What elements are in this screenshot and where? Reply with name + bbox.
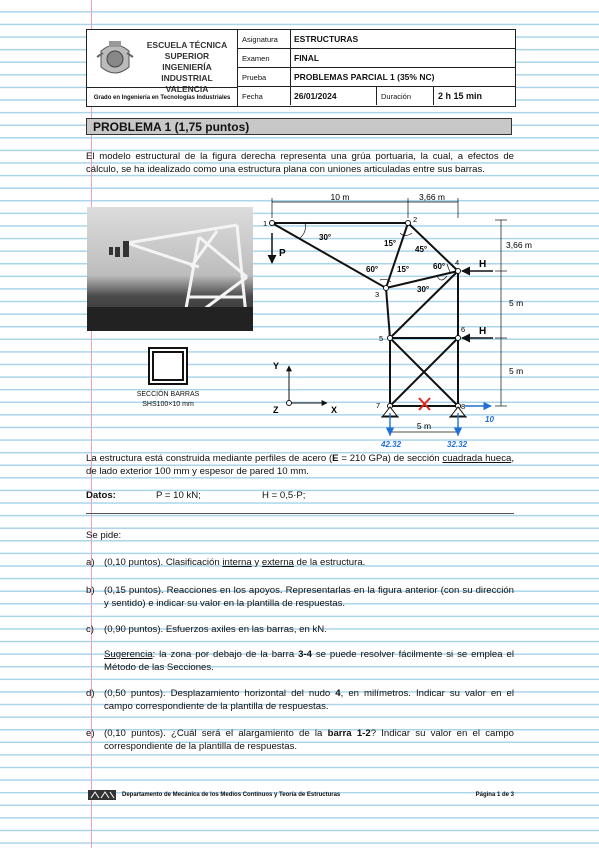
angle-45: 45°	[415, 245, 428, 254]
duracion-label: Duración	[376, 87, 434, 105]
suggestion-text-1: : la zona por debajo de la barra	[152, 649, 299, 660]
section-divider	[86, 513, 514, 514]
school-name-line3: INDUSTRIAL VALENCIA	[161, 73, 213, 94]
angle-60-b: 60°	[433, 262, 446, 271]
node-label-3: 3	[375, 290, 380, 299]
dim-5m-bottom: 5 m	[416, 421, 432, 431]
suggestion-label: Sugerencia	[104, 649, 153, 660]
hollow-square-section-icon	[148, 347, 188, 385]
examen-label: Examen	[238, 49, 291, 67]
node-label-5: 5	[379, 334, 384, 343]
section-caption	[128, 390, 208, 410]
axis-origin	[287, 401, 292, 406]
dim-10m: 10 m	[330, 192, 350, 202]
node-label-4: 4	[455, 258, 460, 267]
question-a-text-1: (0,10 puntos). Clasificación	[104, 557, 223, 568]
dim-366-right: 3,66 m	[506, 240, 532, 250]
row-fecha	[238, 87, 515, 105]
question-d-node: 4	[335, 688, 341, 699]
row-prueba	[238, 68, 515, 87]
question-a-externa: externa	[261, 557, 294, 568]
question-a-text-2: y	[251, 557, 262, 568]
handwritten-reaction-horizontal: 10	[485, 415, 494, 424]
fecha-label: Fecha	[238, 87, 291, 105]
angle-15-b: 15°	[397, 265, 410, 274]
question-d-letter: d)	[86, 688, 95, 699]
load-h-mid-label: H	[479, 326, 487, 337]
question-b: (0,15 puntos). Reacciones en los apoyos. Representarlas en la figura anterior (con su dirección y sentido) e indicar su valor en la plantilla de respuestas.	[104, 585, 514, 609]
material-e-symbol: E	[332, 453, 339, 464]
asignatura-value: ESTRUCTURAS	[294, 34, 359, 44]
handwritten-reaction-right: 32.32	[447, 440, 468, 449]
row-examen	[238, 49, 515, 68]
row-asignatura	[238, 30, 515, 49]
prueba-label: Prueba	[238, 68, 291, 86]
question-a-interna: interna	[222, 557, 252, 568]
school-name-line2: SUPERIOR INGENIERÍA	[162, 51, 212, 72]
question-c-suggestion	[104, 649, 514, 674]
handwritten-reaction-left: 42.32	[381, 440, 402, 449]
question-a-text-3: de la estructura.	[293, 557, 366, 568]
suggestion-text-2: se puede resolver fácilmente si se emplea el Método de las Secciones.	[104, 649, 514, 673]
page-number: Página 1 de 3	[475, 792, 514, 798]
material-text-1: La estructura está construida mediante perfiles de acero (	[86, 453, 333, 464]
load-p-label: P	[279, 248, 286, 259]
datos-p: P = 10 kN;	[156, 490, 201, 501]
problem-intro: El modelo estructural de la figura derecha representa una grúa portuaria, la cual, a efectos de cálculo, se ha idealizado como una estructura plana con uniones articuladas entre sus barras.	[86, 151, 514, 175]
question-e	[104, 728, 514, 753]
school-crest-icon	[95, 37, 135, 81]
degree-name: Grado en Ingeniería en Tecnologías Industriales	[87, 87, 238, 107]
angle-30-a: 30°	[319, 233, 332, 242]
material-text-2: = 210 GPa) de sección	[338, 453, 443, 464]
datos-h: H = 0,5·P;	[262, 490, 306, 501]
question-c-letter: c)	[86, 624, 94, 635]
question-e-letter: e)	[86, 728, 95, 739]
question-d-text-2: , en milímetros. Indicar su valor en el campo correspondiente de la plantilla de respuestas.	[104, 688, 515, 712]
question-d	[104, 688, 514, 713]
material-underlined: cuadrada hueca	[442, 453, 512, 464]
dim-5m-b: 5 m	[509, 366, 524, 376]
question-a-letter: a)	[86, 557, 95, 568]
axis-x-label: X	[331, 405, 338, 415]
node-label-6: 6	[461, 325, 466, 334]
question-d-text-1: (0,50 puntos). Desplazamiento horizontal del nudo	[104, 688, 336, 699]
se-pide: Se pide:	[86, 530, 122, 541]
section-caption-line2: SHS100×10 mm	[142, 401, 194, 408]
coordinate-axes	[289, 366, 327, 403]
school-logo-cell	[87, 30, 238, 94]
problem-title: PROBLEMA 1 (1,75 puntos)	[86, 118, 512, 135]
node-label-7: 7	[376, 401, 381, 410]
axis-z-label: Z	[273, 405, 279, 415]
examen-value: FINAL	[294, 53, 320, 63]
node-label-2: 2	[413, 215, 418, 224]
angle-30-b: 30°	[417, 285, 430, 294]
truss-bars	[272, 223, 458, 406]
department-logo-icon	[88, 790, 116, 800]
angle-15-a: 15°	[384, 239, 397, 248]
question-e-text-1: (0,10 puntos). ¿Cuál será el alargamiento de la	[104, 728, 328, 739]
school-name-line1: ESCUELA TÉCNICA	[146, 40, 228, 50]
question-a	[104, 557, 514, 570]
load-h-top-label: H	[479, 259, 487, 270]
section-caption-line1: SECCIÓN BARRAS	[136, 391, 200, 398]
dim-5m-a: 5 m	[509, 298, 524, 308]
dim-366-top: 3,66 m	[419, 192, 445, 202]
suggestion-bar: 3-4	[298, 649, 312, 660]
prueba-value: PROBLEMAS PARCIAL 1 (35% NC)	[294, 72, 435, 82]
node-label-8: 8	[461, 402, 466, 411]
department-name: Departamento de Mecánica de los Medios Continuos y Teoría de Estructuras	[122, 792, 341, 798]
crane-photo	[87, 207, 253, 331]
crane-photo-drawing	[87, 207, 253, 331]
duracion-value: 2 h 15 min	[438, 91, 483, 101]
question-e-text-2: ? Indicar su valor en el campo correspondiente de la plantilla de respuestas.	[104, 728, 515, 752]
angle-60-a: 60°	[366, 265, 379, 274]
material-text-3: , de lado exterior 100 mm y espesor de pared 10 mm.	[86, 453, 514, 477]
red-cross-mark	[419, 398, 430, 410]
exam-header	[86, 29, 516, 107]
question-c: (0,90 puntos). Esfuerzos axiles en las barras, en kN.	[104, 624, 327, 635]
asignatura-label: Asignatura	[238, 30, 291, 48]
node-label-1: 1	[263, 219, 268, 228]
question-e-bar: barra 1-2	[327, 728, 371, 739]
axis-y-label: Y	[273, 361, 280, 371]
material-paragraph	[86, 453, 514, 478]
datos-label: Datos:	[86, 490, 116, 501]
fecha-value: 26/01/2024	[294, 91, 337, 101]
truss-diagram	[255, 188, 545, 453]
question-b-letter: b)	[86, 585, 95, 596]
